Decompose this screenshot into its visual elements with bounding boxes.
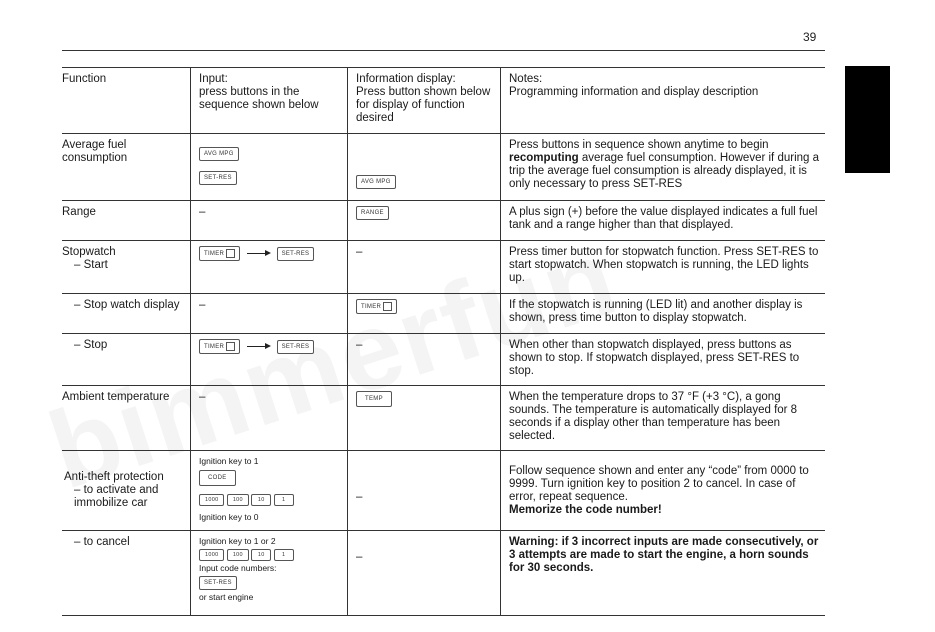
set-res-key-icon: SET-RES <box>199 576 237 590</box>
function-label: – Stop watch display <box>74 299 180 311</box>
notes-text: A plus sign (+) before the value displayed indicates a full fuel tank and a range higher than that displayed. <box>509 206 818 231</box>
table-row-antitheft-activate <box>62 451 825 531</box>
notes-bold-text: recomputing <box>509 152 579 164</box>
digit-1-key-icon: 1 <box>274 549 294 561</box>
timer-key-icon: TIMER <box>199 339 240 354</box>
table-row-stopwatch-stop <box>62 334 825 386</box>
function-label: Average fuel consumption <box>62 139 128 164</box>
function-sublabel: – to activate and immobilize car <box>74 484 159 509</box>
page-number: 39 <box>803 30 817 44</box>
notes-text: If the stopwatch is running (LED lit) and another display is shown, press time button to display stopwatch. <box>509 299 803 324</box>
code-key-icon: CODE <box>199 470 236 486</box>
header-function: Function <box>62 73 107 85</box>
header-display-desc: Press button shown below for display of function desired <box>356 86 491 124</box>
header-input-desc: press buttons in the sequence shown below <box>199 86 319 111</box>
table-row-stopwatch-start <box>62 241 825 294</box>
header-input-title: Input: <box>199 73 228 85</box>
table-row-antitheft-cancel <box>62 531 825 616</box>
instruction-text: Ignition key to 0 <box>199 512 259 522</box>
digit-1000-key-icon: 1000 <box>199 494 224 506</box>
function-label: Range <box>62 206 96 218</box>
notes-text: When other than stopwatch displayed, press buttons as shown to stop. If stopwatch displayed, press SET-RES to stop. <box>509 339 800 377</box>
avg-mpg-key-icon: AVG MPG <box>356 175 396 189</box>
led-indicator-icon <box>226 249 235 258</box>
notes-text: average fuel consumption. However if during a trip the average fuel consumption is already displayed, it is only necessary to press SET-RES <box>509 152 820 190</box>
set-res-key-icon: SET-RES <box>199 171 237 185</box>
function-label: – Stop <box>74 339 108 351</box>
instruction-text: Ignition key to 1 <box>199 456 259 466</box>
digit-10-key-icon: 10 <box>251 494 271 506</box>
notes-text: Follow sequence shown and enter any “code” from 0000 to 9999. Turn ignition key to position 2 to cancel. In case of error, repeat sequence. <box>509 465 809 503</box>
instruction-text: or start engine <box>199 592 254 602</box>
avg-mpg-key-icon: AVG MPG <box>199 147 239 161</box>
notes-cell <box>501 134 826 201</box>
table-header-row <box>62 68 825 134</box>
function-label: – to cancel <box>74 536 130 548</box>
function-table <box>62 67 825 616</box>
instruction-text: Input code numbers: <box>199 563 277 573</box>
header-notes-title: Notes: <box>509 73 543 85</box>
notes-bold-text: Memorize the code number! <box>509 504 662 516</box>
display-dash: – <box>356 491 363 503</box>
set-res-key-icon: SET-RES <box>277 247 315 261</box>
notes-text: Press buttons in sequence shown anytime to begin <box>509 139 769 151</box>
table-row-avg-fuel <box>62 134 825 201</box>
display-dash: – <box>356 339 363 351</box>
digit-100-key-icon: 100 <box>227 549 249 561</box>
instruction-text: Ignition key to 1 or 2 <box>199 536 276 546</box>
input-dash: – <box>199 391 206 403</box>
header-notes-desc: Programming information and display description <box>509 86 759 98</box>
digit-10-key-icon: 10 <box>251 549 271 561</box>
table-row-ambient <box>62 386 825 451</box>
header-display-title: Information display: <box>356 73 456 85</box>
input-dash: – <box>199 299 206 311</box>
digit-1-key-icon: 1 <box>274 494 294 506</box>
table-row-range <box>62 201 825 241</box>
temp-key-icon: TEMP <box>356 391 392 407</box>
led-indicator-icon <box>226 342 235 351</box>
timer-key-icon: TIMER <box>199 246 240 261</box>
section-tab-marker <box>845 66 890 173</box>
range-key-icon: RANGE <box>356 206 389 220</box>
led-indicator-icon <box>383 302 392 311</box>
digit-100-key-icon: 100 <box>227 494 249 506</box>
arrow-right-icon <box>247 346 269 348</box>
arrow-right-icon <box>247 253 269 255</box>
warning-text: Warning: if 3 incorrect inputs are made consecutively, or 3 attempts are made to start the engine, a horn sounds for 30 seconds. <box>509 536 819 574</box>
input-dash: – <box>199 206 206 218</box>
function-label: Stopwatch <box>62 246 116 258</box>
display-dash: – <box>356 551 363 563</box>
function-label: Anti-theft protection <box>64 471 164 483</box>
timer-key-icon: TIMER <box>356 299 397 314</box>
set-res-key-icon: SET-RES <box>277 340 315 354</box>
function-label: Ambient temperature <box>62 391 170 403</box>
function-sublabel: – Start <box>74 259 108 271</box>
display-dash: – <box>356 246 363 258</box>
notes-text: Press timer button for stopwatch function. Press SET-RES to start stopwatch. When stopwatch is running, the LED lights up. <box>509 246 819 284</box>
digit-1000-key-icon: 1000 <box>199 549 224 561</box>
table-row-stopwatch-display <box>62 294 825 334</box>
top-rule <box>62 50 825 51</box>
notes-text: When the temperature drops to 37 °F (+3 °C), a gong sounds. The temperature is automatically displayed for 8 seconds if a display other than temperature has been selected. <box>509 391 798 442</box>
